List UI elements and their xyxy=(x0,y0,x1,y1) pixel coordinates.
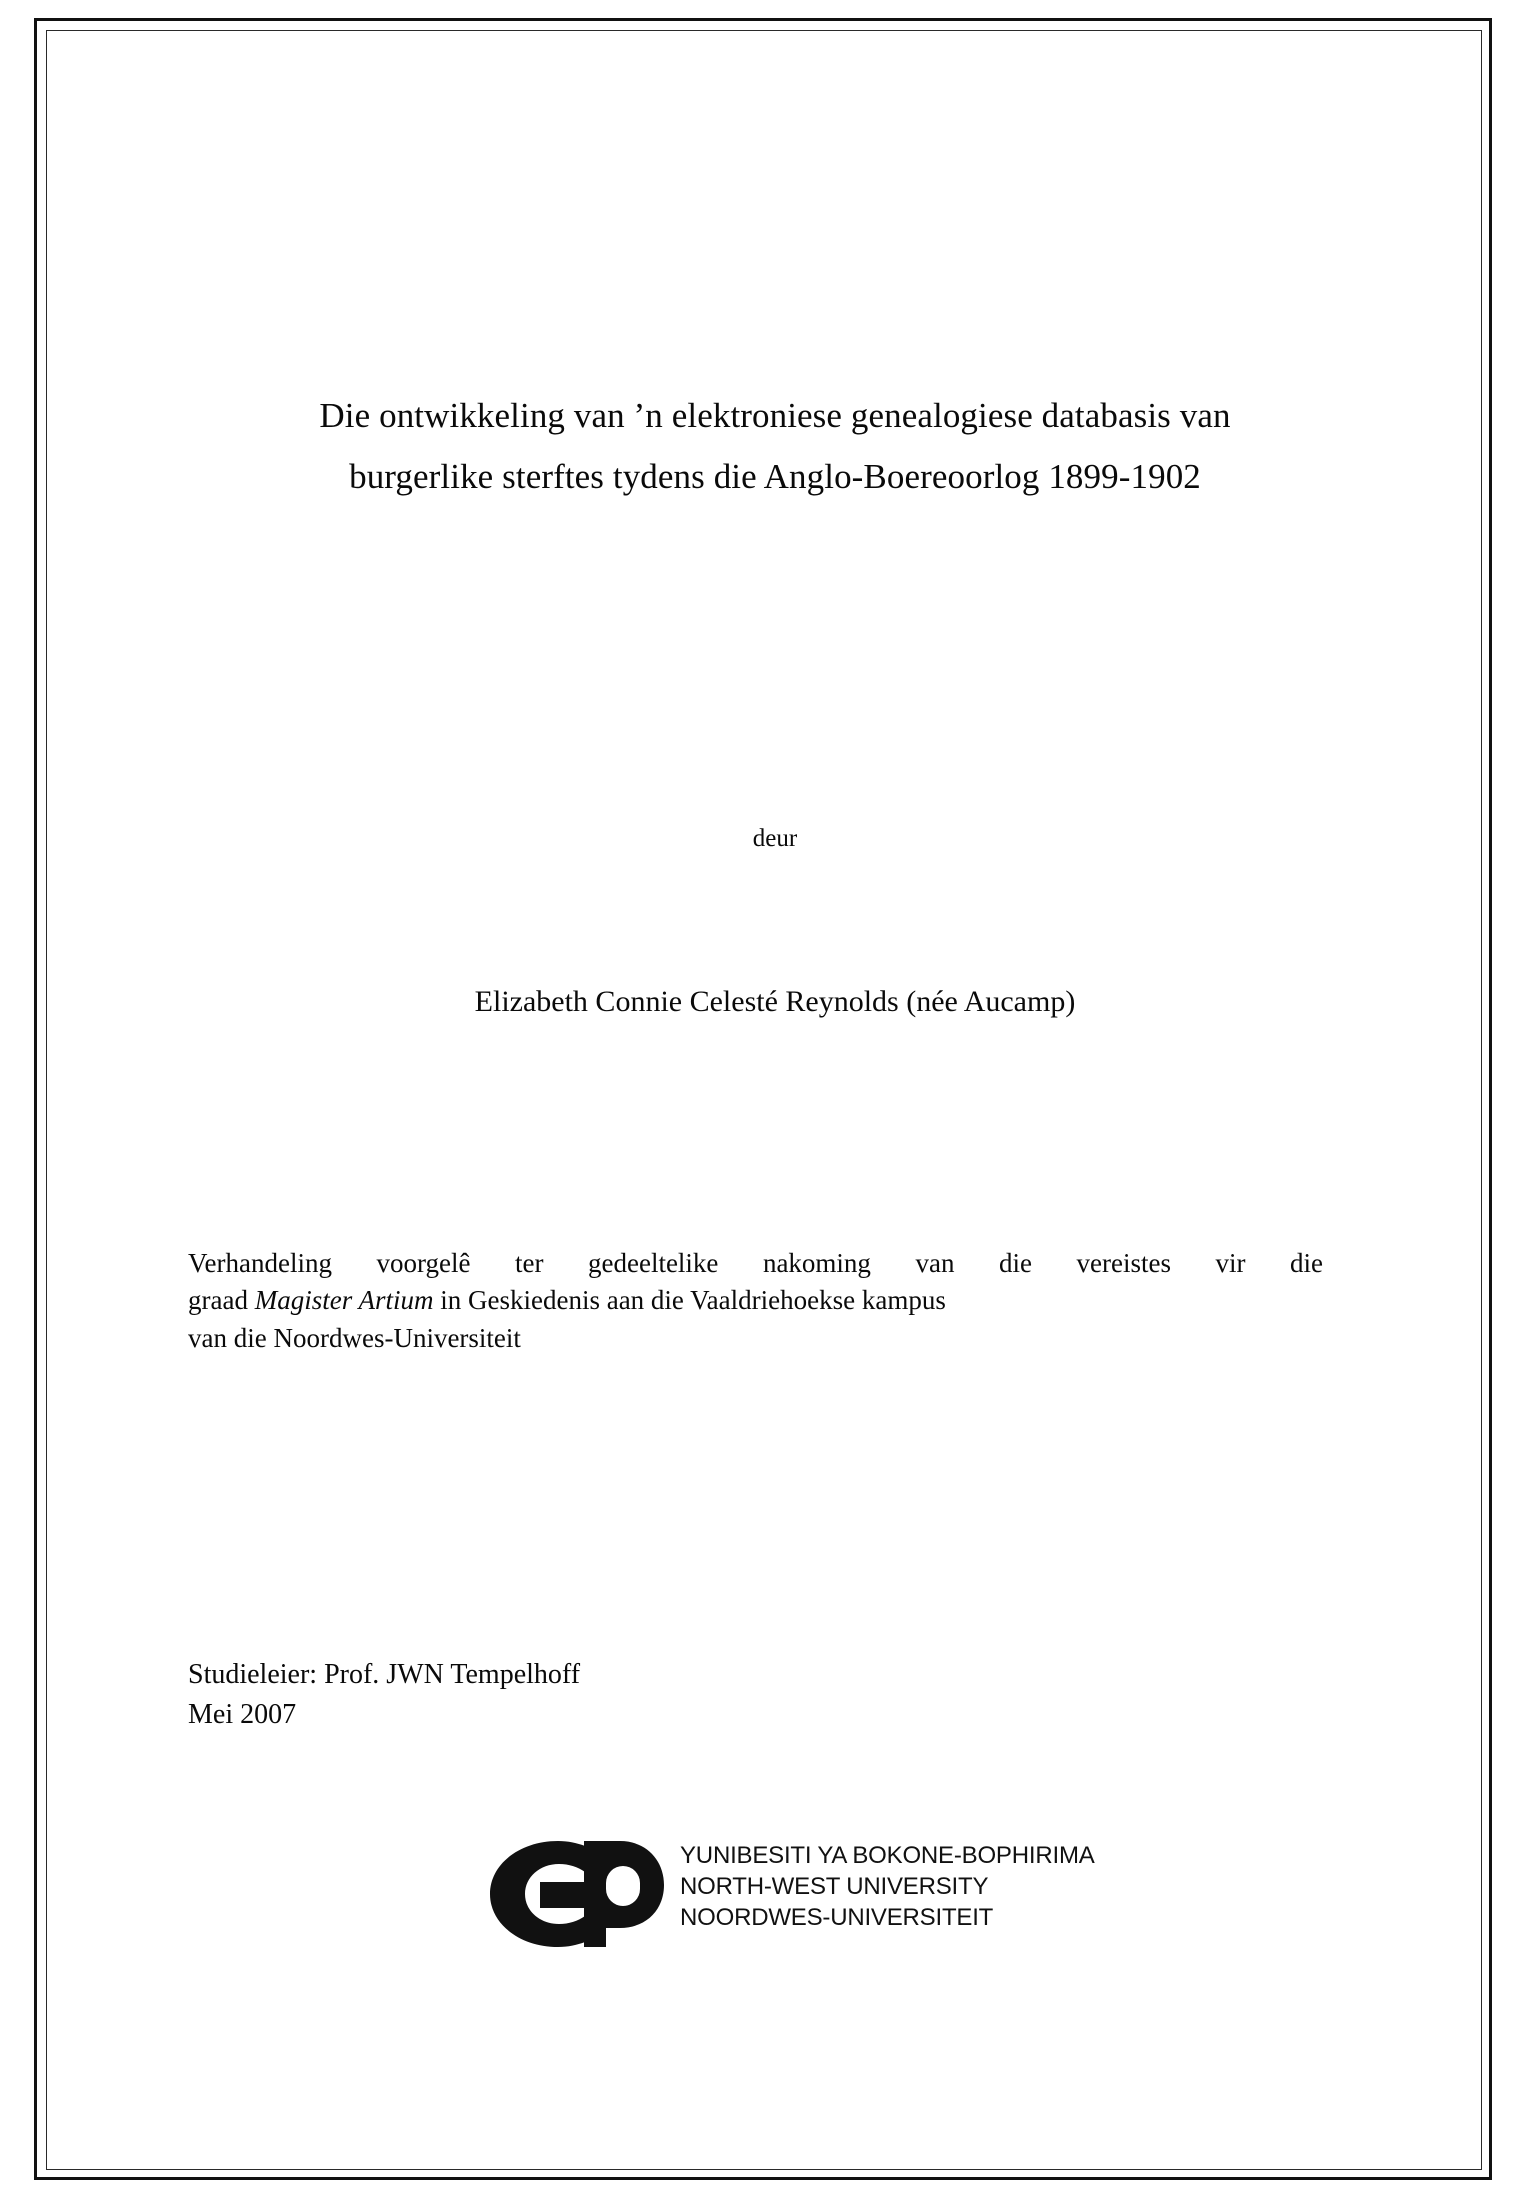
degree-line2-post: in Geskiedenis aan die Vaaldriehoekse kampus xyxy=(433,1285,946,1316)
university-logo-text xyxy=(680,1840,1120,1934)
title-line-1: Die ontwikkeling van ’n elektroniese genealogiese databasis van xyxy=(319,396,1231,435)
logo-text-line-1: YUNIBESITI YA BOKONE-BOPHIRIMA xyxy=(680,1842,1095,1869)
logo-text-line-2: NORTH-WEST UNIVERSITY xyxy=(680,1873,989,1901)
supervisor-block xyxy=(188,1655,1088,1735)
degree-name-italic: Magister Artium xyxy=(254,1285,434,1316)
page-title xyxy=(185,385,1365,508)
logo-text-line-3: NOORDWES-UNIVERSITEIT xyxy=(680,1904,994,1932)
title-line-2: burgerlike sterftes tydens die Anglo-Boereoorlog 1899-1902 xyxy=(349,457,1201,497)
degree-statement-line-2 xyxy=(188,1282,1323,1319)
degree-statement-line-1: Verhandeling voorgelê ter gedeeltelike nakoming van die vereistes vir die xyxy=(188,1248,1323,1278)
author-label: deur xyxy=(752,825,798,852)
north-west-university-logo-icon xyxy=(480,1838,675,1950)
submission-date: Mei 2007 xyxy=(188,1698,297,1730)
university-logo xyxy=(480,1830,1120,1960)
degree-statement xyxy=(188,1245,1323,1357)
degree-statement-line-3: van die Noordwes-Universiteit xyxy=(188,1322,521,1353)
author-name: Elizabeth Connie Celesté Reynolds (née Aucamp) xyxy=(474,985,1076,1018)
degree-line2-pre: graad xyxy=(188,1285,255,1316)
supervisor-name: Studieleier: Prof. JWN Tempelhoff xyxy=(188,1659,581,1690)
page-content xyxy=(150,30,1390,2130)
